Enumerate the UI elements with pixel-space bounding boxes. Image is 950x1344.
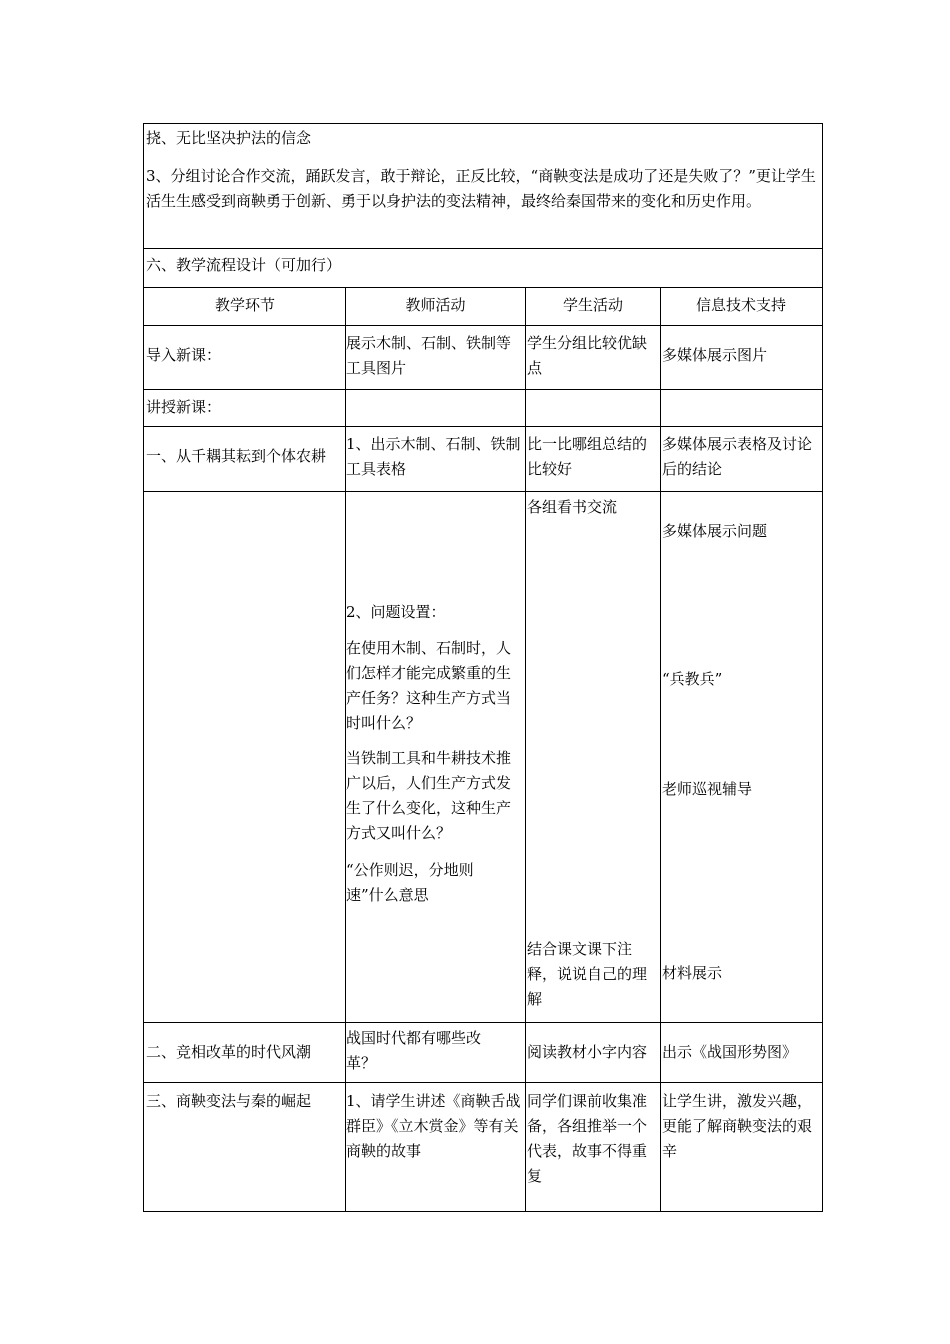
tech-teacher-guidance: 老师巡视辅导: [662, 780, 753, 798]
col-divider-2: [525, 288, 526, 1211]
row-three-stage: 三、商鞅变法与秦的崛起: [146, 1092, 312, 1110]
rule-after-section-title: [143, 287, 823, 288]
tech-peer-teaching: “兵教兵”: [662, 670, 723, 688]
student-explain-notes: 结合课文课下注释，说说自己的理解: [527, 940, 648, 1008]
row-one-student: 比一比哪组总结的比较好: [527, 435, 648, 478]
col-divider-3: [660, 288, 661, 1211]
row-one-teacher: 1、出示木制、石制、铁制工具表格: [346, 435, 521, 478]
student-group-discussion: 各组看书交流: [527, 498, 618, 516]
rule-after-row-detail: [143, 1022, 823, 1023]
rule-after-row-one: [143, 491, 823, 492]
rule-after-row-lecture: [143, 426, 823, 427]
row-intro-student: 学生分组比较优缺点: [527, 334, 648, 377]
rule-after-row-intro: [143, 389, 823, 390]
row-one-stage: 一、从千耦其耘到个体农耕: [146, 447, 327, 465]
row-intro-teacher: 展示木制、石制、铁制等工具图片: [346, 334, 512, 377]
row-two-student: 阅读教材小字内容: [527, 1043, 648, 1061]
tech-show-questions: 多媒体展示问题: [662, 522, 768, 540]
rule-after-intro: [143, 248, 823, 249]
row-three-teacher: 1、请学生讲述《商鞅舌战群臣》《立木赏金》等有关商鞅的故事: [346, 1092, 521, 1160]
teacher-question-1: 在使用木制、石制时，人们怎样才能完成繁重的生产任务？这种生产方式当时叫什么？: [346, 639, 512, 732]
row-two-teacher: 战国时代都有哪些改革？: [346, 1029, 482, 1072]
row-one-tech: 多媒体展示表格及讨论后的结论: [662, 435, 813, 478]
tech-material-display: 材料展示: [662, 964, 723, 982]
rule-after-header: [143, 325, 823, 326]
header-stage: 教学环节: [214, 296, 275, 314]
section-title: 六、教学流程设计（可加行）: [146, 256, 342, 274]
row-two-stage: 二、竞相改革的时代风潮: [146, 1043, 312, 1061]
row-three-tech: 让学生讲，激发兴趣，更能了解商鞅变法的艰辛: [662, 1092, 813, 1160]
row-three-student: 同学们课前收集准备，各组推举一个代表，故事不得重复: [527, 1092, 648, 1185]
header-tech: 信息技术支持: [695, 296, 786, 314]
header-student: 学生活动: [562, 296, 623, 314]
row-two-tech: 出示《战国形势图》: [662, 1043, 798, 1061]
row-intro-stage: 导入新课：: [146, 346, 222, 364]
row-intro-tech: 多媒体展示图片: [662, 346, 768, 364]
teacher-question-title: 2、问题设置：: [346, 603, 446, 621]
rule-after-row-two: [143, 1082, 823, 1083]
intro-line-1: 挠、无比坚决护法的信念: [146, 129, 312, 147]
header-teacher: 教师活动: [405, 296, 466, 314]
intro-paragraph-3: 3、分组讨论合作交流，踊跃发言，敢于辩论，正反比较，“商鞅变法是成功了还是失败了？”更让学生活生生感受到商鞅勇于创新、勇于以身护法的变法精神，最终给秦国带来的变化和历史作用。: [146, 167, 816, 210]
row-lecture-stage: 讲授新课：: [146, 398, 222, 416]
teacher-question-2: 当铁制工具和牛耕技术推广以后，人们生产方式发生了什么变化，这种生产方式又叫什么？: [346, 749, 512, 842]
teacher-question-3: “公作则迟，分地则速”什么意思: [346, 861, 474, 904]
